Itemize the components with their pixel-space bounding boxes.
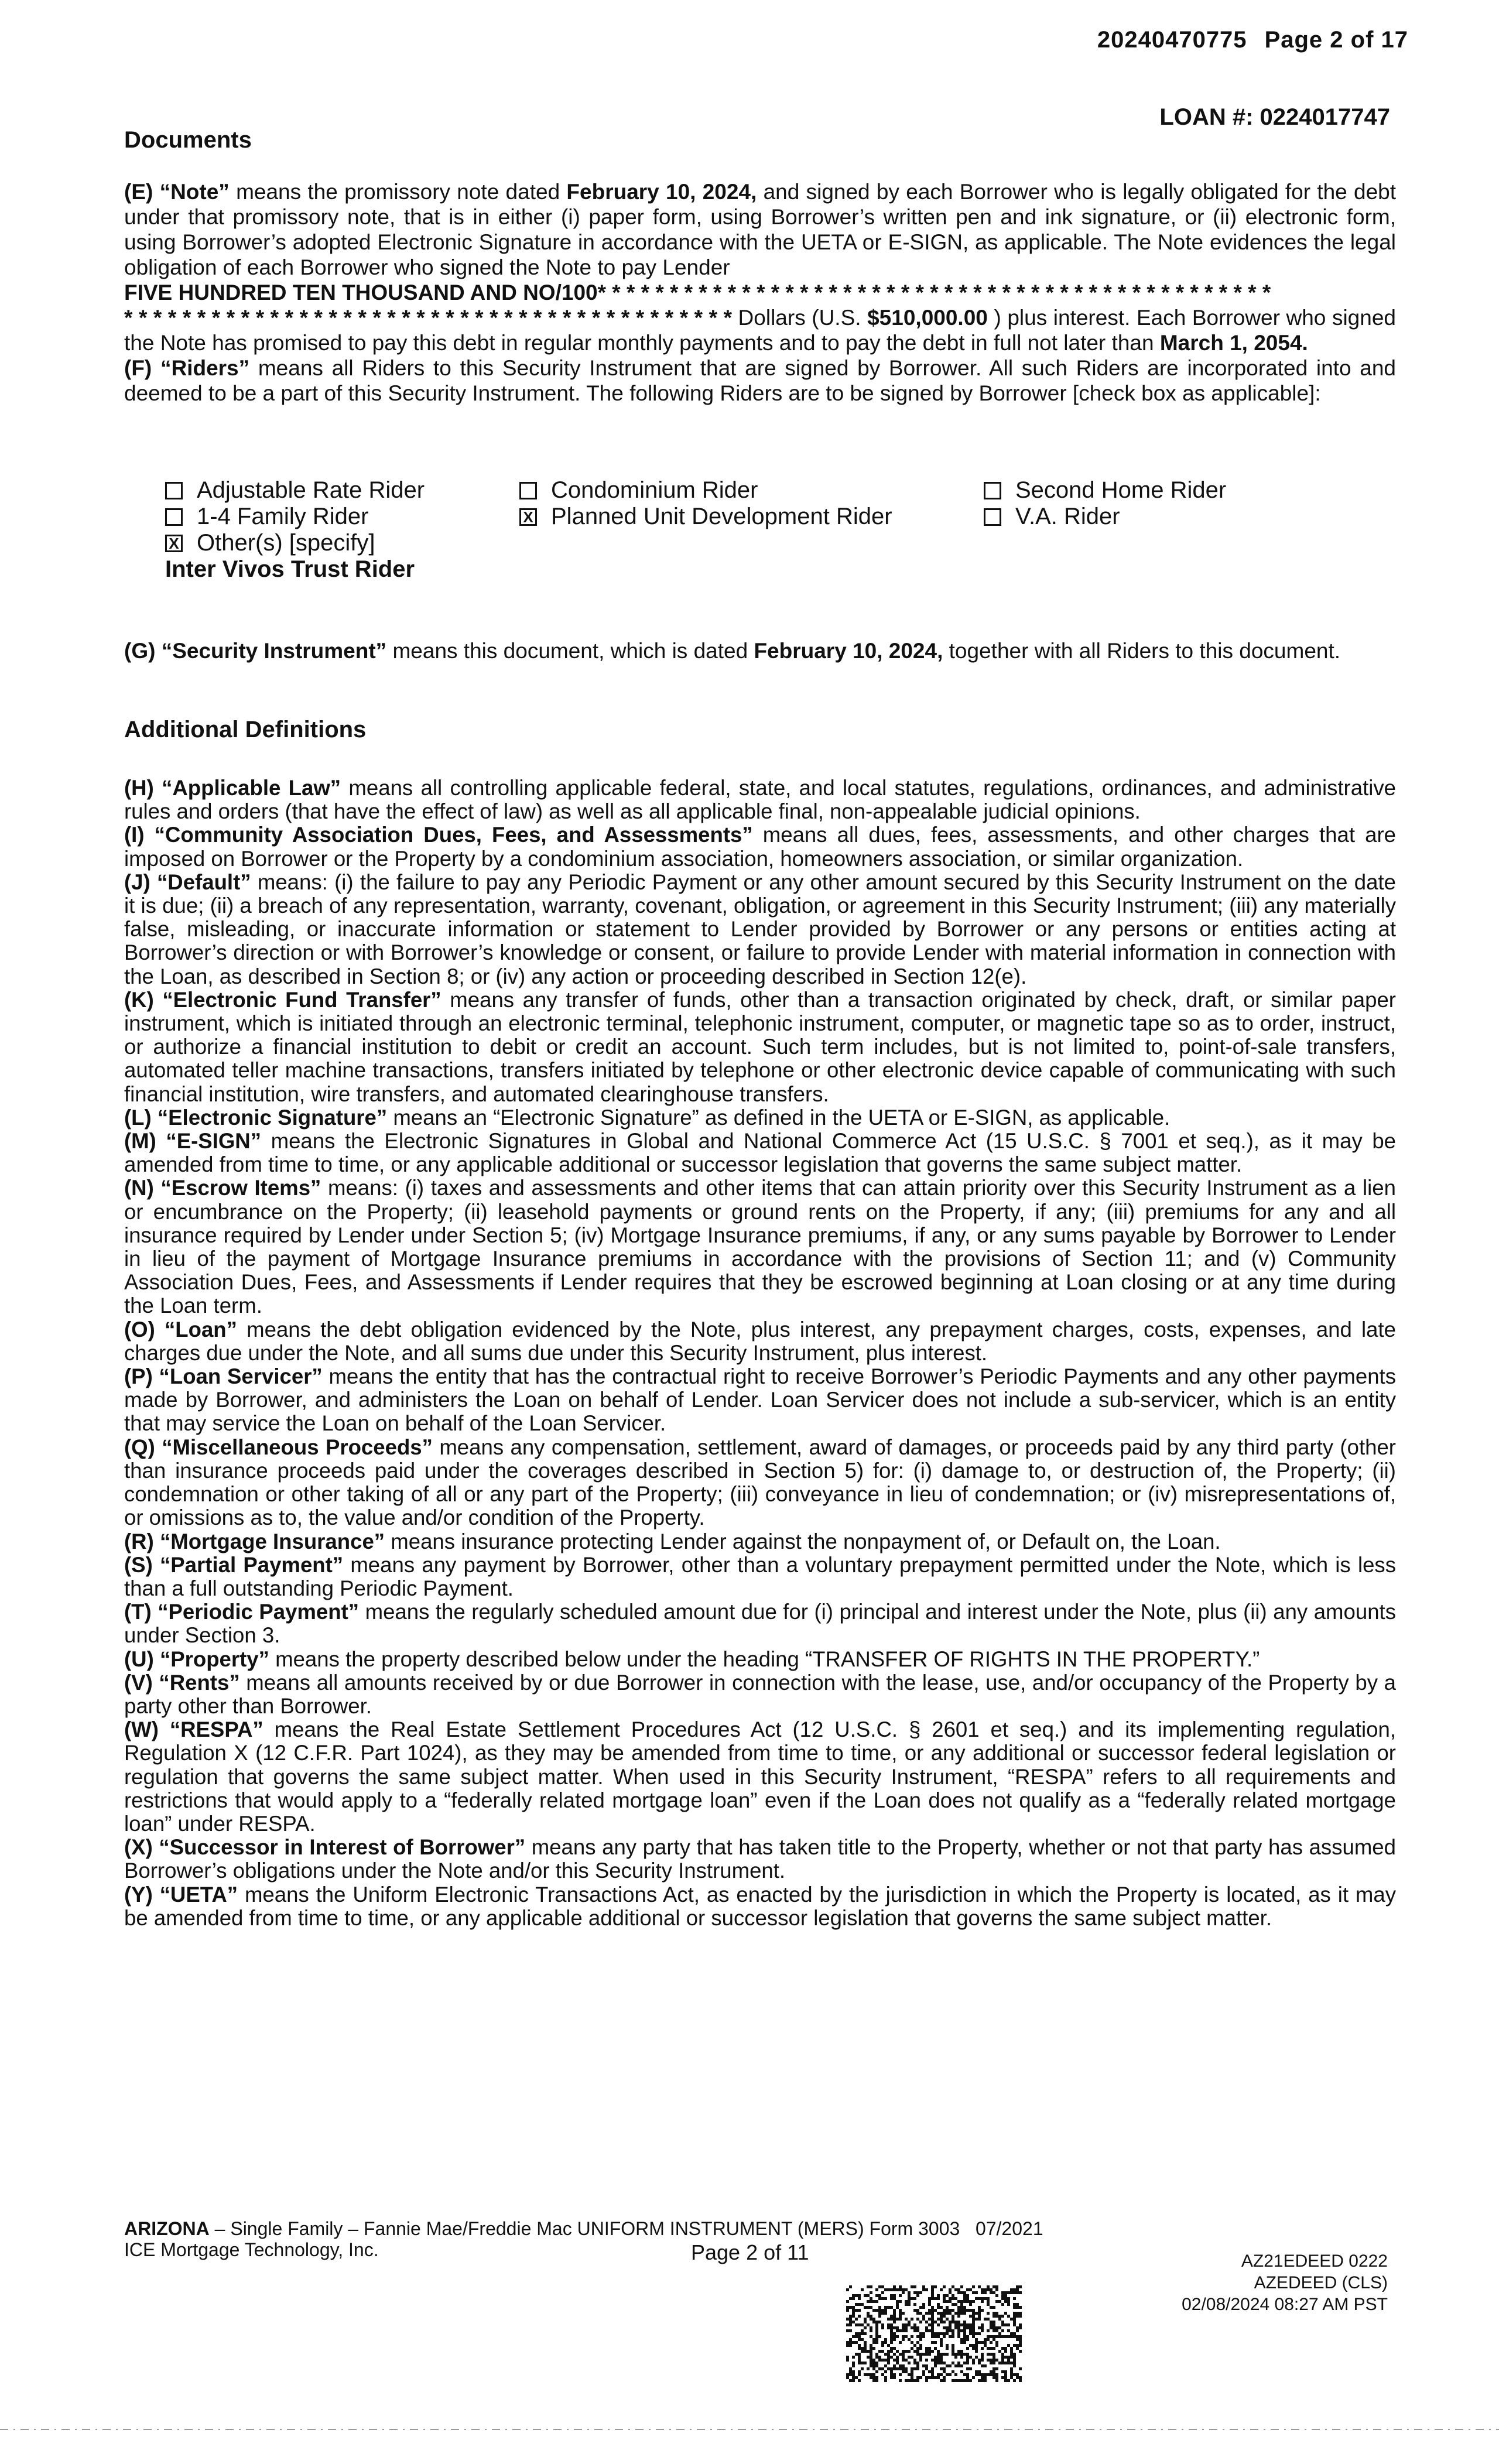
form-code: AZ21EDEED 0222 — [1241, 2251, 1388, 2271]
definition-text: together with all Riders to this document. — [949, 639, 1341, 663]
definition-item — [124, 1718, 1396, 1836]
rider-planned-unit-development — [519, 504, 892, 530]
amount-words: FIVE HUNDRED TEN THOUSAND AND NO/100* — [124, 280, 606, 304]
definition-term: (K) “Electronic Fund Transfer” — [124, 987, 442, 1012]
definition-item — [124, 1671, 1396, 1718]
definition-item — [124, 1553, 1396, 1600]
definition-item — [124, 823, 1396, 870]
definition-item — [124, 871, 1396, 988]
definition-text: means the Uniform Electronic Transactions Act, as enacted by the jurisdiction in which the Property is located, as it may be amended from time to time, or any applicable additional or successor legislation that governs the same subject matter. — [124, 1882, 1396, 1930]
definition-text: means the Electronic Signatures in Global and National Commerce Act (15 U.S.C. § 7001 et seq.), as it may be amended from time to time, or any applicable additional or successor legislation that governs the same subject matter. — [124, 1129, 1397, 1177]
form-state: ARIZONA — [124, 2218, 210, 2239]
definition-item — [124, 1883, 1396, 1930]
definition-text: means the property described below under the heading “TRANSFER OF RIGHTS IN THE PROPERTY.” — [269, 1647, 1260, 1671]
definition-text: means this document, which is dated — [386, 639, 754, 663]
document-number: 20240470775 — [1097, 27, 1247, 53]
checkbox-checked: X — [165, 535, 183, 552]
checkbox — [984, 508, 1001, 526]
definition-text: means the entity that has the contractual right to receive Borrower’s Periodic Payments and any other payments made by Borrower, and administers the Loan on behalf of Lender. Loan Servicer does not include a sub-servicer, which is an entity that may service the Loan on behalf of the Loan Servicer. — [124, 1364, 1397, 1436]
definition-text: means all amounts received by or due Borrower in connection with the lease, use, and/or occupancy of the Property by a party other than Borrower. — [124, 1670, 1396, 1718]
definition-text: means all dues, fees, assessments, and other charges that are imposed on Borrower or the Property by a condominium association, homeowners association, or similar organization. — [124, 823, 1396, 871]
rider-label: Second Home Rider — [1015, 477, 1227, 503]
definition-term: (M) “E-SIGN” — [124, 1129, 262, 1154]
rider-label: Planned Unit Development Rider — [551, 504, 892, 529]
definition-term: (V) “Rents” — [124, 1670, 240, 1695]
fill-stars: * * * * * * * * * * * * * * * * * * * * * * * * * * * * * * * * * * * * * * * * * * — [124, 306, 732, 330]
definition-item — [124, 1176, 1396, 1317]
definition-term: (F) “Riders” — [124, 356, 250, 380]
definition-text: means: (i) the failure to pay any Periodic Payment or any other amount secured by this Security Instrument on the date it is due; (ii) a breach of any representation, warranty, covenant, obligation, or agreement in this Security Instrument; (iii) any materially false, misleading, or inaccurate information or statement to Lender provided by Borrower or any persons or entities acting at Borrower’s direction or with Borrower’s knowledge or consent, or failure to provide Lender with material information in connection with the Loan, as described in Section 8; or (iv) any action or proceeding described in Section 12(e). — [124, 870, 1396, 988]
definition-term: (L) “Electronic Signature” — [124, 1105, 388, 1130]
form-title: – Single Family – Fannie Mae/Freddie Mac UNIFORM INSTRUMENT (MERS) Form 3003 — [209, 2218, 960, 2239]
definition-text: means the debt obligation evidenced by the Note, plus interest, any prepayment charges, costs, expenses, and late charges due under the Note, and all sums due under this Security Instrument, plus interest. — [124, 1317, 1396, 1365]
riders-column-3 — [984, 477, 1226, 530]
definition-term: (I) “Community Association Dues, Fees, and Assessments” — [124, 823, 753, 847]
definition-term: (P) “Loan Servicer” — [124, 1364, 323, 1389]
definition-item — [124, 1600, 1396, 1647]
riders-column-1 — [165, 477, 425, 583]
definition-item — [124, 1106, 1396, 1130]
recording-number — [1097, 27, 1408, 53]
definition-text: means all controlling applicable federal, state, and local statutes, regulations, ordinances, and administrative rules and orders (that have the effect of law) as well as all applicable final, non-appealable judicial opinions. — [124, 776, 1397, 824]
riders-column-2 — [519, 477, 892, 530]
rider-condominium — [519, 477, 892, 504]
checkbox — [165, 482, 183, 499]
definition-term: (J) “Default” — [124, 870, 251, 894]
section-title: Documents — [124, 127, 252, 153]
definition-item — [124, 1130, 1396, 1176]
barcode-2d — [846, 2285, 1022, 2382]
definition-text: ) plus interest. Each Borrower who signed the Note has promised to pay this debt in regular monthly payments and to pay the debt in full not later than — [124, 306, 1396, 355]
definition-term: (R) “Mortgage Insurance” — [124, 1529, 385, 1553]
rider-label: Condominium Rider — [551, 477, 758, 503]
definition-text: means an “Electronic Signature” as defined in the UETA or E-SIGN, as applicable. — [387, 1105, 1171, 1130]
form-footer — [124, 2218, 1043, 2260]
note-date: February 10, 2024, — [566, 180, 757, 204]
checkbox — [165, 508, 183, 526]
definition-item — [124, 1648, 1396, 1671]
form-page-number: Page 2 of 11 — [691, 2240, 809, 2264]
rider-other-specified: Inter Vivos Trust Rider — [165, 556, 415, 582]
checkbox — [984, 482, 1001, 499]
definition-item — [124, 988, 1396, 1106]
definition-term: (U) “Property” — [124, 1647, 269, 1671]
definition-text: means insurance protecting Lender against the nonpayment of, or Default on, the Loan. — [385, 1529, 1221, 1553]
definition-term: (H) “Applicable Law” — [124, 776, 341, 800]
definition-text: means the promissory note dated — [229, 180, 567, 204]
fill-stars: * * * * * * * * * * * * * * * * * * * * * * * * * * * * * * * * * * * * * * * * * * * * * * — [606, 280, 1271, 304]
definition-text: means any compensation, settlement, award of damages, or proceeds paid by any third party (other than insurance proceeds paid under the coverages described in Section 5) for: (i) damage to, or destruction of, the Property; (ii) condemnation or other taking of all or any part of the Property; (iii) conveyance in lieu of condemnation; or (iv) misrepresentations of, or omissions as to, the value and/or condition of the Property. — [124, 1435, 1396, 1530]
rider-va — [984, 504, 1226, 530]
rider-label: V.A. Rider — [1015, 504, 1120, 529]
definition-term: (Y) “UETA” — [124, 1882, 238, 1907]
definition-item — [124, 1836, 1396, 1883]
definition-term: (W) “RESPA” — [124, 1717, 263, 1742]
definition-term: (S) “Partial Payment” — [124, 1552, 344, 1577]
form-date: 07/2021 — [975, 2218, 1043, 2239]
definition-text: and signed by each Borrower who is legally obligated for the debt under that promissory note, that is in either (i) paper form, using Borrower’s written pen and ink signature, or (ii) electronic form, using Borrower’s adopted Electronic Signature in accordance with the UETA or E-SIGN, as applicable. The Note evidences the legal obligation of each Borrower who signed the Note to pay Lender — [124, 180, 1397, 279]
definition-text: means any transfer of funds, other than a transaction originated by check, draft, or similar paper instrument, which is initiated through an electronic terminal, telephonic instrument, computer, or magnetic tape so as to order, instruct, or authorize a financial institution to debit or credit an account. Such term includes, but is not limited to, point-of-sale transfers, automated teller machine transactions, transfers initiated by telephone or other electronic device capable of communicating with such financial institution, wire transfers, and automated clearinghouse transfers. — [124, 987, 1396, 1106]
form-code: AZEDEED (CLS) — [1254, 2273, 1388, 2292]
rider-label: Adjustable Rate Rider — [197, 477, 425, 503]
definition-text: means: (i) taxes and assessments and other items that can attain priority over this Security Instrument as a lien or encumbrance on the Property; (ii) leasehold payments or ground rents on the Property, if any; (iii) premiums for any and all insurance required by Lender under Section 5; (iv) Mortgage Insurance premiums, if any, or any sums payable by Borrower to Lender in lieu of the payment of Mortgage Insurance premiums in accordance with the provisions of Section 11; and (v) Community Association Dues, Fees, and Assessments if Lender requires that they be escrowed beginning at Loan closing or at any time during the Loan term. — [124, 1176, 1396, 1318]
rider-label: Other(s) [specify] — [197, 530, 375, 556]
rider-second-home — [984, 477, 1226, 504]
definition-item — [124, 776, 1396, 823]
rider-1-4-family — [165, 504, 425, 530]
definition-term: (G) “Security Instrument” — [124, 639, 387, 663]
definition-text: means all Riders to this Security Instrument that are signed by Borrower. All such Riders are incorporated into and deemed to be a part of this Security Instrument. The following Riders are to be signed by Borrower [check box as applicable]: — [124, 356, 1396, 405]
definition-term: (N) “Escrow Items” — [124, 1176, 321, 1200]
scan-artifact-line — [0, 2428, 1499, 2431]
definition-item — [124, 1436, 1396, 1530]
definitions-list — [124, 776, 1396, 1930]
definition-text: Dollars (U.S. — [731, 306, 868, 330]
definition-item — [124, 1318, 1396, 1365]
print-timestamp: 02/08/2024 08:27 AM PST — [1182, 2295, 1388, 2314]
paragraph-e — [124, 179, 1396, 406]
definition-text: means the Real Estate Settlement Procedures Act (12 U.S.C. § 2601 et seq.) and its implementing regulation, Regulation X (12 C.F.R. Part 1024), as they may be amended from time to time, or any additional or successor federal legislation or regulation that governs the same subject matter. When used in this Security Instrument, “RESPA” refers to all requirements and restrictions that would apply to a “federally related mortgage loan” even if the Loan does not qualify as a “federally related mortgage loan” under RESPA. — [124, 1717, 1397, 1836]
definition-text: means any party that has taken title to the Property, whether or not that party has assumed Borrower’s obligations under the Note and/or this Security Instrument. — [124, 1835, 1396, 1883]
instrument-date: February 10, 2024, — [754, 639, 943, 663]
vendor-name: ICE Mortgage Technology, Inc. — [124, 2239, 379, 2260]
loan-amount: $510,000.00 — [867, 306, 988, 330]
paragraph-g — [124, 638, 1396, 663]
form-codes — [1182, 2250, 1388, 2315]
maturity-date: March 1, 2054. — [1159, 331, 1308, 355]
rider-adjustable-rate — [165, 477, 425, 504]
page-indicator: Page 2 of 17 — [1264, 27, 1408, 53]
definition-term: (T) “Periodic Payment” — [124, 1600, 360, 1624]
definition-term: (E) “Note” — [124, 180, 230, 204]
definition-term: (O) “Loan” — [124, 1317, 237, 1341]
checkbox — [519, 482, 537, 499]
amount-words-line — [124, 280, 1396, 305]
rider-label: 1-4 Family Rider — [197, 504, 369, 529]
definition-text: means the regularly scheduled amount due for (i) principal and interest under the Note, plus (ii) any amounts under Section 3. — [124, 1600, 1396, 1648]
definition-item — [124, 1530, 1396, 1553]
checkbox-checked: X — [519, 508, 537, 526]
definition-term: (Q) “Miscellaneous Proceeds” — [124, 1435, 433, 1459]
additional-definitions-heading: Additional Definitions — [124, 717, 367, 742]
definition-item — [124, 1365, 1396, 1436]
definition-term: (X) “Successor in Interest of Borrower” — [124, 1835, 526, 1860]
rider-other — [165, 530, 425, 556]
loan-number: LOAN #: 0224017747 — [1159, 104, 1390, 130]
definition-text: means any payment by Borrower, other than a voluntary prepayment permitted under the Note, which is less than a full outstanding Periodic Payment. — [124, 1552, 1396, 1600]
